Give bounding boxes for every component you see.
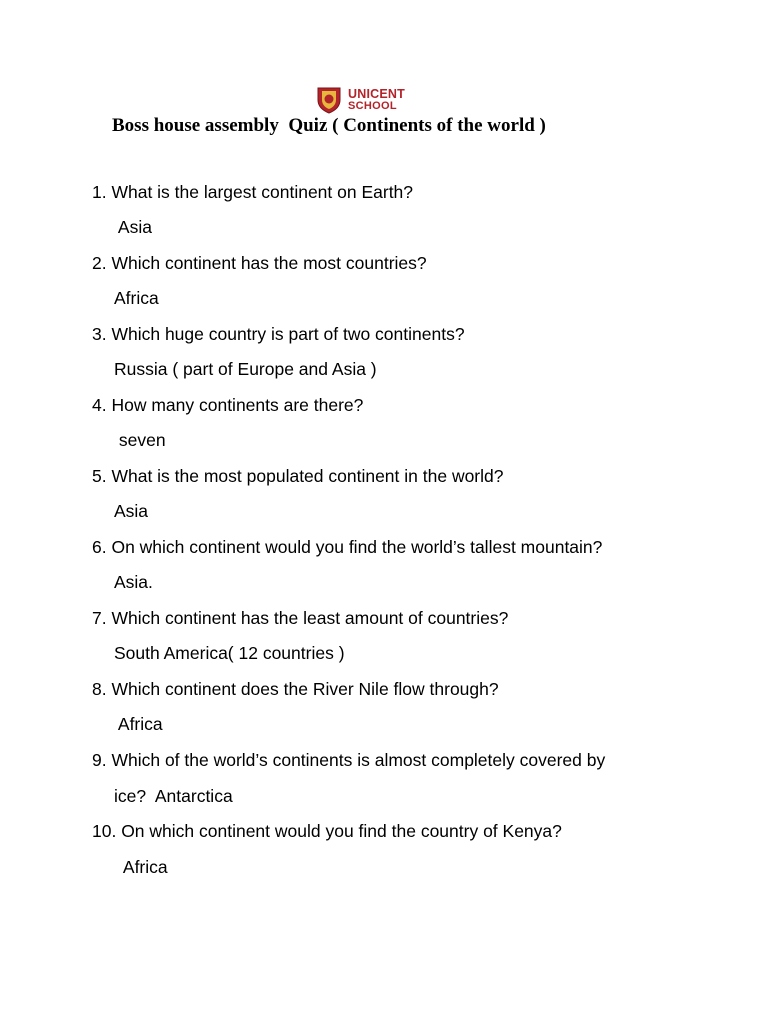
question-2: 2. Which continent has the most countries? xyxy=(92,253,427,273)
answer-7: South America( 12 countries ) xyxy=(114,643,345,663)
question-5: 5. What is the most populated continent in the world? xyxy=(92,466,504,486)
question-7: 7. Which continent has the least amount of countries? xyxy=(92,608,509,628)
crest-icon xyxy=(316,86,342,114)
question-10: 10. On which continent would you find the country of Kenya? xyxy=(92,821,562,841)
answer-6: Asia. xyxy=(114,572,153,592)
answer-8: Africa xyxy=(114,714,163,734)
answer-5: Asia xyxy=(114,501,149,521)
answer-2: Africa xyxy=(114,288,159,308)
page-title: Boss house assembly Quiz ( Continents of the world ) xyxy=(112,115,546,136)
school-logo xyxy=(316,85,405,115)
question-9: 9. Which of the world’s continents is almost completely covered by xyxy=(92,750,606,770)
question-9-answer-line: ice? Antarctica xyxy=(114,786,233,806)
question-8: 8. Which continent does the River Nile flow through? xyxy=(92,679,499,699)
logo-name-line1: UNICENT xyxy=(348,86,405,101)
answer-3: Russia ( part of Europe and Asia ) xyxy=(114,359,377,379)
question-6: 6. On which continent would you find the world’s tallest mountain? xyxy=(92,537,603,557)
question-4: 4. How many continents are there? xyxy=(92,395,364,415)
question-3: 3. Which huge country is part of two continents? xyxy=(92,324,465,344)
answer-1: Asia xyxy=(114,217,152,237)
answer-10: Africa xyxy=(119,857,168,877)
answer-4: seven xyxy=(114,430,166,450)
question-1: 1. What is the largest continent on Earth? xyxy=(92,182,414,202)
logo-name-line2: SCHOOL xyxy=(348,100,397,113)
